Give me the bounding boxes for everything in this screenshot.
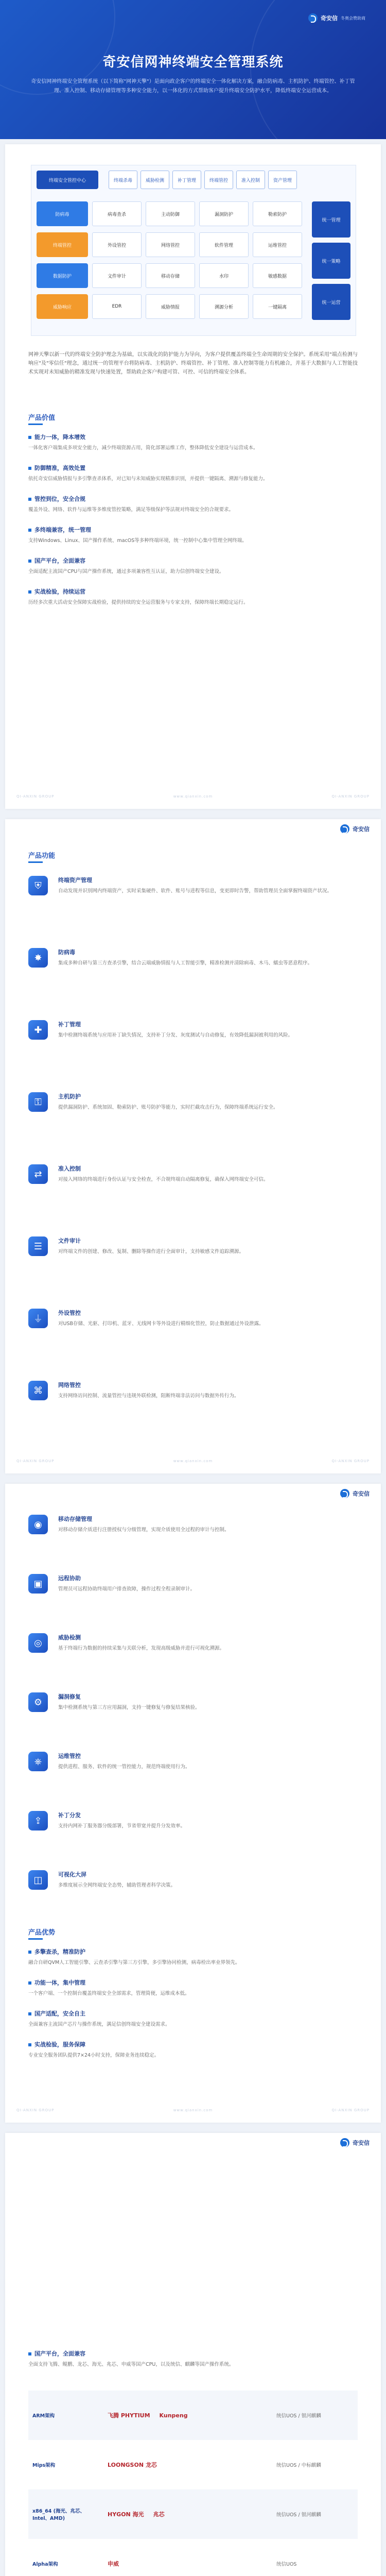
shield-icon: ⛨: [28, 876, 48, 895]
point-text: 全面兼容主流国产芯片与操作系统，满足信创终端安全建设需求。: [28, 2022, 170, 2027]
feature-item: [28, 1092, 358, 1112]
point-item: [28, 587, 358, 607]
logo-mark-icon: [340, 1489, 349, 1498]
feature-item: [28, 1020, 358, 1040]
feature-text: 支持内网补丁服务器分级部署，节省带宽并提升分发效率。: [58, 1823, 186, 1829]
diagram-tag: 补丁管理: [172, 171, 201, 189]
point-item: [28, 433, 358, 452]
feature-text: 对接入网络的终端进行身份认证与安全检查，不合规终端自动隔离修复，确保入网终端安全可信。: [58, 1177, 269, 1182]
point-item: [28, 526, 358, 545]
feature-item: [28, 1811, 358, 1831]
diagram-tag: 资产管理: [268, 171, 297, 189]
feature-item: [28, 1381, 358, 1400]
diagram-row-item: EDR: [92, 294, 142, 319]
diagram-header: 终端安全管控中心: [37, 171, 98, 189]
vendor-logo: HYGON 海光: [108, 2511, 144, 2518]
feature-heading: 主机防护: [58, 1093, 81, 1100]
patch-icon: ✚: [28, 1020, 48, 1040]
diagram-tag: 终端管控: [204, 171, 233, 189]
brand-sub: 冬奥会赞助商: [341, 15, 365, 21]
compat-logos: [103, 2391, 272, 2440]
page-header: [5, 819, 381, 844]
diagram-row-item: 软件管理: [199, 232, 249, 257]
compat-os: 统信UOS: [276, 2562, 297, 2567]
point-text: 依托奇安信威胁情报与多引擎查杀体系，对已知与未知威胁实现精准识别，并提供一键隔离、溯源与修复能力。: [28, 476, 268, 482]
desktop-icon: ▣: [28, 1574, 48, 1594]
compat-os: 统信UOS / 银河麒麟: [276, 2413, 321, 2419]
fix-icon: ⚙: [28, 1692, 48, 1712]
diagram-row-item: 威胁情报: [146, 294, 195, 319]
feature-heading: 文件审计: [58, 1238, 81, 1244]
diagram-rows: [37, 201, 304, 325]
feature-text: 提供漏洞防护、系统加固、勒索防护、账号防护等能力，实时拦截攻击行为，保障终端系统运行安全。: [58, 1105, 278, 1110]
point-heading: 国产适配，安全自主: [28, 2009, 358, 2018]
point-text: 融合自研QVM人工智能引擎、云查杀引擎与第三方引擎，多引擎协同检测，病毒检出率业界领先。: [28, 1960, 240, 1965]
point-item: [28, 464, 358, 483]
diagram-row-item: 溯源分析: [199, 294, 249, 319]
brand-name: 奇安信: [321, 15, 338, 22]
feature-item: [28, 1752, 358, 1771]
push-icon: ⇪: [28, 1811, 48, 1831]
point-text: 支持Windows、Linux、国产操作系统、macOS等多种终端环境，统一控制中心集中管理全网终端。: [28, 538, 247, 544]
compat-arch: ARM架构: [32, 2413, 55, 2419]
diagram-right-item: 统一管理: [312, 201, 350, 238]
compat-row: [28, 2489, 358, 2539]
page-title: 奇安信网神终端安全管理系统: [102, 55, 284, 70]
compat-row: [28, 2440, 358, 2489]
feature-text: 多维度展示全网终端安全态势，辅助管理者科学决策。: [58, 1883, 176, 1888]
feature-text: 支持网络访问控制、流量管控与违规外联检测，阻断终端非法访问与数据外传行为。: [58, 1393, 239, 1399]
point-text: 全面适配主流国产CPU与国产操作系统，通过多项兼容性互认证，助力信创终端安全建设。: [28, 569, 224, 574]
bug-icon: ✸: [28, 948, 48, 968]
diagram-right-item: 统一策略: [312, 243, 350, 279]
feature-item: [28, 1633, 358, 1653]
feature-item: [28, 948, 358, 968]
point-heading: 实战检验，服务保障: [28, 2040, 358, 2048]
diagram-row-item: 网络管控: [146, 232, 195, 257]
point-heading: 功能一体，集中管理: [28, 1978, 358, 1987]
feature-heading: 威胁检测: [58, 1634, 81, 1641]
diagram-row-item: 水印: [199, 263, 249, 288]
hero-description: 奇安信网神终端安全管理系统（以下简称"网神天擎"）是面向政企客户的终端安全一体化解决方案，融合防病毒、主机防护、终端管控、补丁管理、准入控制、移动存储管理等多种安全能力，以一体化的方式帮助客户提升终端安全防护水平，降低终端安全运营成本。: [31, 79, 355, 94]
diagram-row-label: 终端管控: [37, 232, 88, 257]
point-text: 专业安全服务团队提供7×24小时支持，保障业务连续稳定。: [28, 2053, 160, 2058]
diagram-row-item: 运维管控: [253, 232, 302, 257]
value-points: [28, 433, 358, 618]
point-item: [28, 2040, 358, 2060]
diagram-right-item: 统一运营: [312, 284, 350, 320]
point-item: [28, 556, 358, 576]
feature-heading: 准入控制: [58, 1165, 81, 1172]
page-footer: QI-ANXIN GROUP www.qianxin.com QI-ANXIN GROUP: [16, 1459, 370, 1463]
page-3: [5, 1484, 381, 2123]
page-footer: QI-ANXIN GROUP www.qianxin.com QI-ANXIN GROUP: [16, 2108, 370, 2112]
net-icon: ⌘: [28, 1381, 48, 1400]
logo-mark-icon: [308, 13, 318, 23]
diagram-row-label: 数据防护: [37, 263, 88, 288]
value-section-title: 产品价值: [28, 412, 55, 422]
features-section-title: 产品功能: [28, 850, 55, 860]
feature-text: 提供进程、服务、软件的统一管控能力，规范终端使用行为。: [58, 1764, 190, 1770]
page-header: [5, 2133, 381, 2158]
feature-text: 对USB存储、光驱、打印机、蓝牙、无线网卡等外设进行精细化管控，防止数据通过外设泄露。: [58, 1321, 264, 1327]
brand-logo: 奇安信: [340, 2138, 370, 2147]
diagram-row-label: 防病毒: [37, 201, 88, 226]
diagram-row-item: 移动存储: [146, 263, 195, 288]
feature-text: 对终端文件的创建、修改、复制、删除等操作进行全面审计，支持敏感文件追踪溯源。: [58, 1249, 244, 1255]
feature-text: 集成多种自研与第三方查杀引擎，结合云端威胁情报与人工智能引擎，精准检测并清除病毒、木马、蠕虫等恶意程序。: [58, 960, 313, 966]
brand-logo: 奇安信: [340, 824, 370, 834]
feature-item: [28, 1692, 358, 1712]
compat-logos: [103, 2539, 272, 2576]
advantage-section-title: 产品优势: [28, 1927, 55, 1937]
remote-icon: ◉: [28, 1515, 48, 1534]
point-heading: 防御精准，高效处置: [28, 464, 358, 472]
compat-arch: x86_64 (海光、兆芯、Intel、AMD): [32, 2509, 85, 2521]
feature-item: [28, 1870, 358, 1890]
diagram-tag: 威胁检测: [141, 171, 169, 189]
point-heading: 多终端兼容，统一管理: [28, 526, 358, 534]
feature-heading: 漏洞修复: [58, 1693, 81, 1700]
advantage-points: [28, 1947, 358, 2071]
feature-text: 对移动存储介质进行注册授权与分级管理，实现介质使用全过程的审计与控制。: [58, 1527, 230, 1533]
feature-heading: 可视化大屏: [58, 1871, 86, 1878]
point-heading: 管控到位，安全合规: [28, 495, 358, 503]
point-item: [28, 1978, 358, 1998]
diagram-row-item: 病毒查杀: [92, 201, 142, 226]
feature-item: [28, 1574, 358, 1594]
feature-item: [28, 1515, 358, 1534]
feature-heading: 移动存储管理: [58, 1516, 92, 1522]
diagram-row: [37, 201, 304, 226]
diagram-row-item: 勒索防护: [253, 201, 302, 226]
feature-text: 管理员可远程协助终端用户排查故障，操作过程全程录制审计。: [58, 1586, 196, 1592]
feature-item: [28, 1309, 358, 1328]
compat-point: 国产平台，全面兼容 全面支持飞腾、鲲鹏、龙芯、海光、兆芯、申威等国产CPU，以及统信、麒麟等国产操作系统。: [28, 2349, 358, 2369]
feature-heading: 防病毒: [58, 949, 75, 956]
diagram-row: [37, 294, 304, 319]
point-item: [28, 1947, 358, 1967]
page-2: [5, 819, 381, 1473]
diagram-row: [37, 263, 304, 288]
compat-table: [28, 2391, 358, 2576]
feature-text: 集中检测终端系统与应用补丁缺失情况，支持补丁分发、灰度测试与自动修复，有效降低漏洞被利用的风险。: [58, 1032, 293, 1038]
diagram-row-item: 外设管控: [92, 232, 142, 257]
diagram-tag: 准入控制: [236, 171, 265, 189]
feature-heading: 外设管控: [58, 1310, 81, 1316]
point-item: [28, 2009, 358, 2029]
brand-logo: 奇安信: [340, 1489, 370, 1498]
feature-item: [28, 1164, 358, 1184]
ops-icon: ⎈: [28, 1752, 48, 1771]
logo-mark-icon: [340, 2138, 349, 2147]
diagram-tag: 终端杀毒: [109, 171, 137, 189]
file-icon: ☰: [28, 1236, 48, 1256]
compat-arch: Alpha架构: [32, 2562, 58, 2567]
feature-heading: 补丁管理: [58, 1021, 81, 1028]
point-heading: 多擎查杀，精准防护: [28, 1947, 358, 1956]
compat-logos: [103, 2440, 272, 2489]
vendor-logo: 申威: [108, 2561, 119, 2567]
detect-icon: ◎: [28, 1633, 48, 1653]
point-heading: 国产平台，全面兼容: [28, 556, 358, 565]
feature-text: 基于终端行为数据的持续采集与关联分析，发现高级威胁并进行可视化溯源。: [58, 1646, 225, 1651]
page-4: [5, 2133, 381, 2576]
compat-logos: [103, 2489, 272, 2539]
brand-logo: [308, 13, 365, 23]
feature-heading: 补丁分发: [58, 1812, 81, 1819]
point-text: 覆盖外设、网络、软件与运维等多维度管控策略，满足等级保护等法规对终端安全的合规要求。: [28, 507, 234, 513]
diagram-top-tags: [109, 171, 297, 189]
compat-row: [28, 2539, 358, 2576]
feature-heading: 运维管控: [58, 1753, 81, 1759]
vendor-logo: 兆芯: [153, 2511, 165, 2518]
usb-icon: ⏚: [28, 1309, 48, 1328]
diagram-row-item: 漏洞防护: [199, 201, 249, 226]
point-heading: 实战检验，持续运营: [28, 587, 358, 596]
page-header: [5, 1484, 381, 1509]
diagram-right-column: [312, 201, 350, 325]
page-1: [5, 144, 381, 809]
hero-banner: [0, 0, 386, 139]
feature-heading: 远程协助: [58, 1575, 81, 1582]
compat-os: 统信UOS / 银河麒麟: [276, 2512, 321, 2518]
lock-icon: ⚿: [28, 1092, 48, 1112]
compat-row: [28, 2391, 358, 2440]
point-text: 一体化客户端集成多项安全能力，减少终端资源占用，简化部署运维工作，整体降低安全建设与运营成本。: [28, 445, 258, 451]
logo-mark-icon: [340, 824, 349, 834]
feature-text: 自动发现并识别网内终端资产，实时采集硬件、软件、账号与进程等信息，变更即时告警，帮助管理员全面掌握终端资产状况。: [58, 888, 332, 894]
compat-os: 统信UOS / 中标麒麟: [276, 2463, 321, 2468]
vendor-logo: 飞腾 PHYTIUM: [108, 2412, 150, 2419]
feature-heading: 网络管控: [58, 1382, 81, 1388]
vendor-logo: Kunpeng: [159, 2412, 188, 2419]
compat-arch: Mips架构: [32, 2463, 56, 2468]
diagram-row-item: 一键隔离: [253, 294, 302, 319]
screen-icon: ◫: [28, 1870, 48, 1890]
architecture-diagram: [31, 165, 356, 336]
point-text: 一个客户端、一个控制台覆盖终端安全全部需求，管理简便，运维成本低。: [28, 1991, 190, 1996]
door-icon: ⇄: [28, 1164, 48, 1184]
feature-heading: 终端资产管理: [58, 877, 92, 884]
feature-item: [28, 876, 358, 895]
feature-item: [28, 1236, 358, 1256]
point-item: [28, 495, 358, 514]
point-text: 历经多次重大活动安全保障实战检验，提供持续的安全运营服务与专家支持，保障终端长期稳定运行。: [28, 600, 249, 605]
intro-paragraph: 网神天擎以新一代的终端安全防护理念为基础，以实战化的防护能力为导向，为客户提供覆盖终端全生命周期的安全保护。系统采用"端点检测与响应"及"零信任"理念，通过统一的管理平台将防病毒、主机防护、终端管控、补丁管理、准入控制等能力有机融合，并基于大数据与人工智能技术实现对未知威胁的精准发现与快速处置，帮助政企客户构建可管、可控、可信的终端安全体系。: [28, 352, 358, 375]
point-heading: 能力一体，降本增效: [28, 433, 358, 441]
page-footer: QI-ANXIN GROUP www.qianxin.com QI-ANXIN GROUP: [16, 794, 370, 799]
vendor-logo: LOONGSON 龙芯: [108, 2462, 157, 2468]
diagram-row: [37, 232, 304, 257]
diagram-row-item: 主动防御: [146, 201, 195, 226]
feature-text: 集中检测系统与第三方应用漏洞，支持一键修复与修复结果核验。: [58, 1705, 200, 1710]
diagram-row-item: 文件审计: [92, 263, 142, 288]
diagram-row-label: 威胁响应: [37, 294, 88, 319]
diagram-row-item: 敏感数据: [253, 263, 302, 288]
